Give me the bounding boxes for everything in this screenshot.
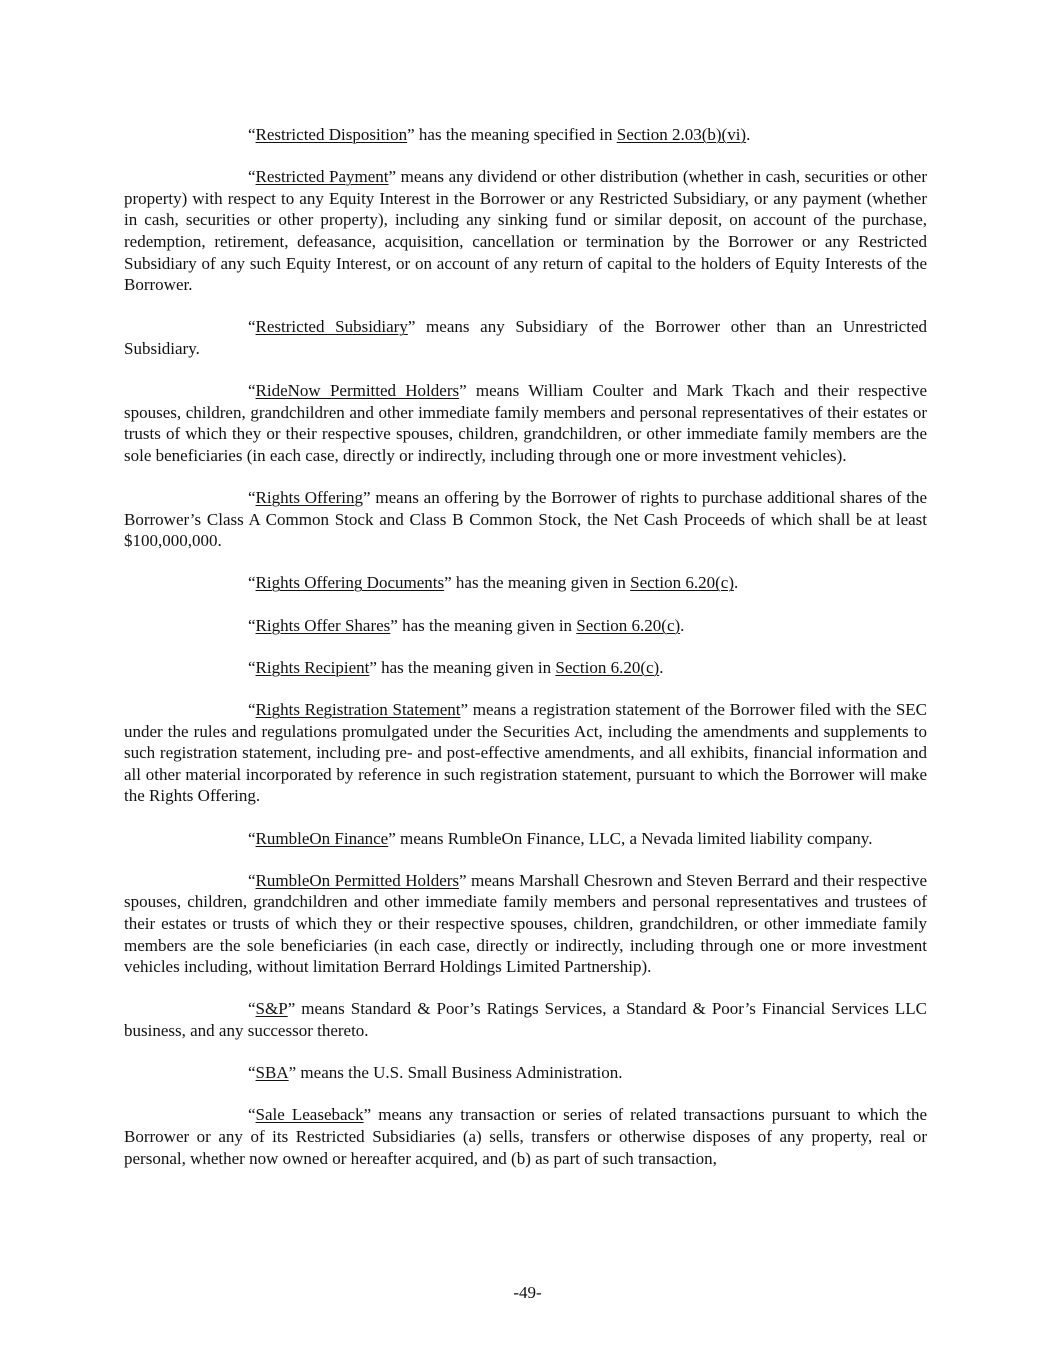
definition-s-and-p: “S&P” means Standard & Poor’s Ratings Services, a Standard & Poor’s Financial Services LLC business, and any successor thereto. <box>124 999 927 1040</box>
defined-term: S&P <box>255 999 288 1019</box>
definition-rumbleon-permitted-holders: “RumbleOn Permitted Holders” means Marshall Chesrown and Steven Berrard and their respective spouses, children, grandchildren and other immediate family members and personal representatives and trustees of their estates or trusts of which they or their respective spouses, children, grandchildren, or other immediate family members are the sole beneficiaries (in each case, directly or indirectly, including through one or more investment vehicles including, without limitation Berrard Holdings Limited Partnership). <box>124 870 927 977</box>
definition-rights-offer-shares: “Rights Offer Shares” has the meaning given in Section 6.20(c). <box>248 615 685 635</box>
defined-term: Rights Recipient <box>255 657 370 677</box>
definition-rights-offering: “Rights Offering” means an offering by the Borrower of rights to purchase additional shares of the Borrower’s Class A Common Stock and Class B Common Stock, the Net Cash Proceeds of which shall be at least $100,000,000. <box>124 488 928 551</box>
definition-rights-offering-documents: “Rights Offering Documents” has the meaning given in Section 6.20(c). <box>248 573 739 593</box>
definition-sale-leaseback: “Sale Leaseback” means any transaction or series of related transactions pursuant to which the Borrower or any of its Restricted Subsidiaries (a) sells, transfers or otherwise disposes of any property, real or personal, whether now owned or hereafter acquired, and (b) as part of such transaction, <box>124 1105 927 1168</box>
definition-ridenow-permitted-holders: “RideNow Permitted Holders” means William Coulter and Mark Tkach and their respective spouses, children, grandchildren and other immediate family members and personal representatives of their estates or trusts of which they or their respective spouses, children, grandchildren, or other immediate family members are the sole beneficiaries (in each case, directly or indirectly, including through one or more investment vehicles). <box>124 381 927 465</box>
section-reference: Section 2.03(b)(vi) <box>616 125 747 144</box>
defined-term: Rights Offer Shares <box>255 615 391 635</box>
defined-term: Rights Registration Statement <box>255 700 461 720</box>
definition-rights-recipient: “Rights Recipient” has the meaning given in Section 6.20(c). <box>248 657 664 677</box>
defined-term: Rights Offering <box>255 488 364 508</box>
definition-restricted-payment: “Restricted Payment” means any dividend or other distribution (whether in cash, securities or other property) with respect to any Equity Interest in the Borrower or any Restricted Subsidiary, or any payment (whether in cash, securities or other property), including any sinking fund or similar deposit, on account of the purchase, redemption, retirement, defeasance, acquisition, cancellation or termination by the Borrower or any Restricted Subsidiary of any such Equity Interest, or on account of any return of capital to the holders of Equity Interests of the Borrower. <box>124 167 927 295</box>
page-number: -49- <box>513 1283 542 1302</box>
defined-term: Restricted Subsidiary <box>255 317 408 337</box>
document-page <box>124 124 927 1190</box>
definition-rights-registration-statement: “Rights Registration Statement” means a registration statement of the Borrower filed with the SEC under the rules and regulations promulgated under the Securities Act, including the amendments and supplements to such registration statement, including pre- and post-effective amendments, and all exhibits, financial information and all other material incorporated by reference in such registration statement, pursuant to which the Borrower will make the Rights Offering. <box>124 700 928 806</box>
section-reference: Section 6.20(c) <box>630 573 734 593</box>
defined-term: Rights Offering Documents <box>255 573 445 593</box>
section-reference: Section 6.20(c) <box>576 615 681 635</box>
definition-restricted-subsidiary: “Restricted Subsidiary” means any Subsidiary of the Borrower other than an Unrestricted Subsidiary. <box>124 317 927 358</box>
definition-sba: “SBA” means the U.S. Small Business Administration. <box>248 1063 623 1083</box>
definition-restricted-disposition: “Restricted Disposition” has the meaning specified in Section 2.03(b)(vi). <box>248 125 751 144</box>
defined-term: SBA <box>255 1063 289 1083</box>
definition-rumbleon-finance: “RumbleOn Finance” means RumbleOn Finance, LLC, a Nevada limited liability company. <box>248 828 873 848</box>
section-reference: Section 6.20(c) <box>555 657 660 677</box>
defined-term: RideNow Permitted Holders <box>255 381 460 401</box>
defined-term: RumbleOn Finance <box>255 828 389 848</box>
defined-term: Restricted Disposition <box>255 125 408 144</box>
defined-term: Restricted Payment <box>255 167 389 187</box>
defined-term: RumbleOn Permitted Holders <box>255 870 460 890</box>
defined-term: Sale Leaseback <box>255 1105 364 1125</box>
